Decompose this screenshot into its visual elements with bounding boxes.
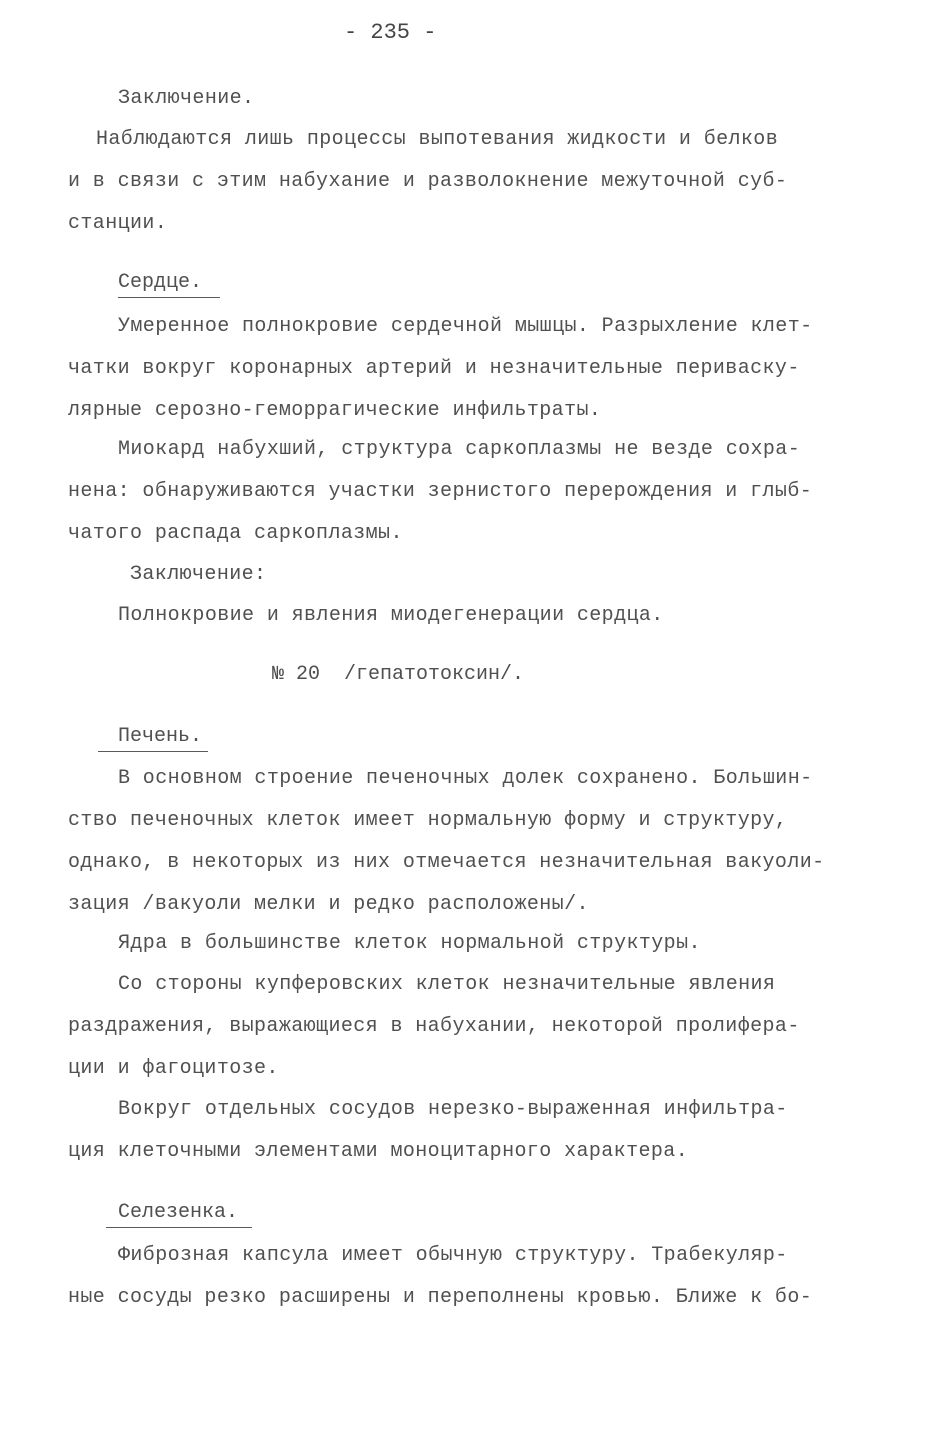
paragraph-line: лярные серозно-геморрагические инфильтраты. bbox=[68, 399, 602, 422]
paragraph-line: Миокард набухший, структура саркоплазмы не везде сохра- bbox=[118, 438, 801, 461]
conclusion-text: Полнокровие и явления миодегенерации сердца. bbox=[118, 604, 664, 627]
conclusion-label: Заключение: bbox=[130, 563, 267, 586]
paragraph-line: Ядра в большинстве клеток нормальной структуры. bbox=[118, 932, 701, 955]
paragraph-line: зация /вакуоли мелки и редко расположены/. bbox=[68, 893, 589, 916]
paragraph-line: Со стороны купферовских клеток незначительные явления bbox=[118, 973, 776, 996]
paragraph-line: ции и фагоцитозе. bbox=[68, 1057, 279, 1080]
paragraph-line: раздражения, выражающиеся в набухании, некоторой пролифера- bbox=[68, 1015, 800, 1038]
paragraph-line: чатки вокруг коронарных артерий и незначительные периваску- bbox=[68, 357, 800, 380]
paragraph-line: однако, в некоторых из них отмечается незначительная вакуоли- bbox=[68, 851, 825, 874]
section-heading-heart: Сердце. bbox=[118, 270, 220, 298]
paragraph-line: станции. bbox=[68, 212, 168, 235]
page-number: - 235 - bbox=[344, 20, 437, 45]
paragraph-line: ные сосуды резко расширены и переполнены кровью. Ближе к бо- bbox=[68, 1286, 813, 1309]
paragraph-line: Умеренное полнокровие сердечной мышцы. Разрыхление клет- bbox=[118, 315, 813, 338]
paragraph-line: Вокруг отдельных сосудов нерезко-выраженная инфильтра- bbox=[118, 1098, 788, 1121]
section-heading-liver: Печень. bbox=[98, 724, 208, 752]
paragraph-line: ство печеночных клеток имеет нормальную форму и структуру, bbox=[68, 809, 788, 832]
paragraph-line: и в связи с этим набухание и разволокнение межуточной суб- bbox=[68, 170, 788, 193]
conclusion-label: Заключение. bbox=[118, 87, 255, 110]
paragraph-line: В основном строение печеночных долек сохранено. Большин- bbox=[118, 767, 813, 790]
paragraph-line: Фиброзная капсула имеет обычную структуру. Трабекуляр- bbox=[118, 1244, 788, 1267]
section-heading-spleen: Селезенка. bbox=[106, 1200, 252, 1228]
paragraph-line: чатого распада саркоплазмы. bbox=[68, 522, 403, 545]
paragraph-line: ция клеточными элементами моноцитарного характера. bbox=[68, 1140, 689, 1163]
paragraph-line: нена: обнаруживаются участки зернистого перерождения и глыб- bbox=[68, 480, 813, 503]
paragraph-line: Наблюдаются лишь процессы выпотевания жидкости и белков bbox=[96, 128, 779, 151]
case-title: № 20 /гепатотоксин/. bbox=[272, 663, 525, 686]
